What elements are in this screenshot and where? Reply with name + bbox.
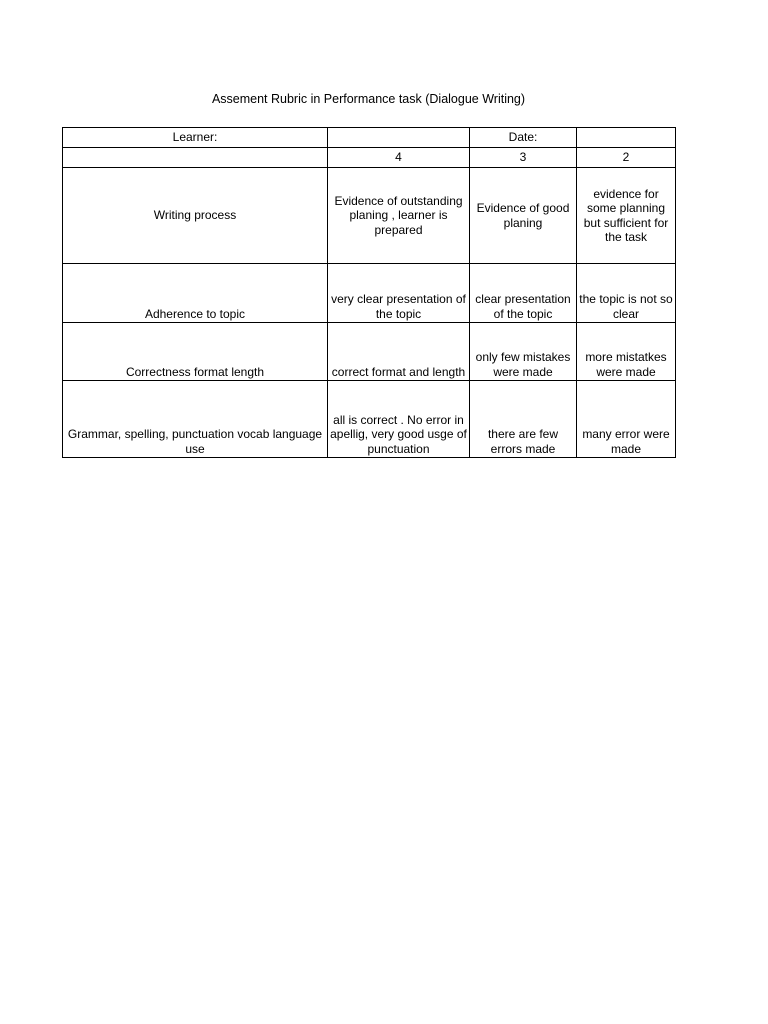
table-row: [63, 323, 676, 381]
criterion-cell: Correctness format length: [63, 323, 328, 381]
score-header-blank: [63, 148, 328, 168]
score-4-cell: all is correct . No error in apellig, very good usge of punctuation: [328, 381, 470, 458]
score-4-cell: correct format and length: [328, 323, 470, 381]
header-row: [63, 128, 676, 148]
date-value: [577, 128, 676, 148]
document-title: Assement Rubric in Performance task (Dialogue Writing): [211, 92, 526, 106]
score-2-cell: the topic is not so clear: [577, 264, 676, 323]
score-3-cell: Evidence of good planing: [470, 168, 577, 264]
score-3-cell: there are few errors made: [470, 381, 577, 458]
score-header-3: 3: [470, 148, 577, 168]
learner-label: Learner:: [63, 128, 328, 148]
score-2-cell: evidence for some planning but sufficient for the task: [577, 168, 676, 264]
score-2-cell: more mistatkes were made: [577, 323, 676, 381]
score-header-4: 4: [328, 148, 470, 168]
table-row: [63, 264, 676, 323]
learner-value: [328, 128, 470, 148]
score-header-2: 2: [577, 148, 676, 168]
criterion-cell: Adherence to topic: [63, 264, 328, 323]
score-4-cell: Evidence of outstanding planing , learner is prepared: [328, 168, 470, 264]
score-2-cell: many error were made: [577, 381, 676, 458]
date-label: Date:: [470, 128, 577, 148]
score-3-cell: clear presentation of the topic: [470, 264, 577, 323]
score-4-cell: very clear presentation of the topic: [328, 264, 470, 323]
criterion-cell: Grammar, spelling, punctuation vocab language use: [63, 381, 328, 458]
score-header-row: [63, 148, 676, 168]
table-row: [63, 381, 676, 458]
criterion-cell: Writing process: [63, 168, 328, 264]
table-row: [63, 168, 676, 264]
score-3-cell: only few mistakes were made: [470, 323, 577, 381]
rubric-table: [62, 127, 676, 458]
